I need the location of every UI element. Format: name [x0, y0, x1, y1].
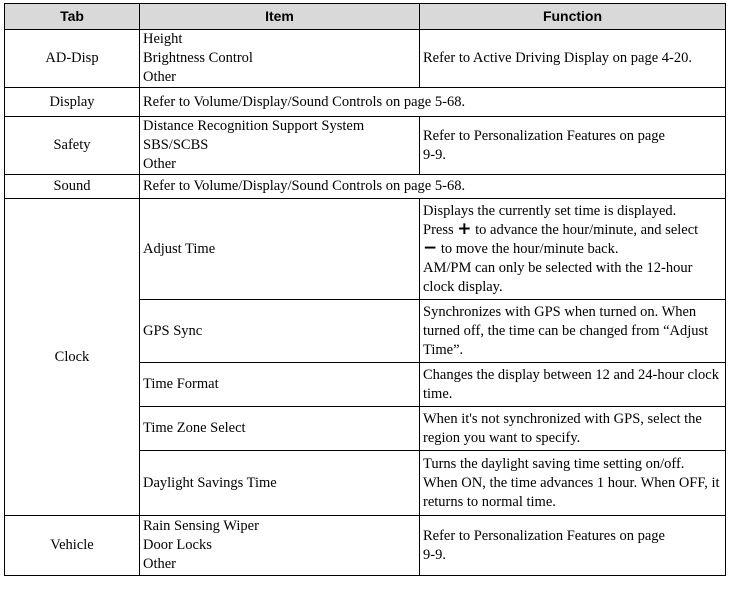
table-row: [5, 516, 726, 576]
item-line: Brightness Control: [143, 50, 253, 66]
function-line: [423, 218, 722, 240]
function-cell: [420, 516, 726, 576]
item-cell: Time Zone Select: [140, 407, 420, 451]
tab-cell-clock: Clock: [5, 199, 140, 516]
function-cell: Changes the display between 12 and 24-hour clock time.: [420, 363, 726, 407]
item-cell: Daylight Savings Time: [140, 451, 420, 516]
tab-cell-safety: Safety: [5, 117, 140, 175]
table-row: [5, 199, 726, 300]
table-row: [5, 88, 726, 117]
table-row: [5, 175, 726, 199]
item-cell: Adjust Time: [140, 199, 420, 300]
press-text: Press: [423, 221, 454, 238]
item-line: Other: [143, 556, 177, 572]
header-item: Item: [140, 4, 420, 30]
function-line: Refer to Personalization Features on page: [423, 527, 665, 544]
function-line: [423, 237, 722, 259]
tab-cell-ad-disp: AD-Disp: [5, 30, 140, 88]
function-line: 9-9.: [423, 546, 446, 563]
function-cell: Refer to Active Driving Display on page 4-20.: [420, 30, 726, 88]
item-line: Other: [143, 69, 177, 85]
table-row: [5, 30, 726, 88]
item-line: SBS/SCBS: [143, 137, 209, 153]
function-line: Refer to Personalization Features on page: [423, 127, 665, 144]
item-line: Distance Recognition Support System: [143, 118, 365, 134]
header-function: Function: [420, 4, 726, 30]
function-line: 9-9.: [423, 146, 446, 163]
minus-icon: −: [423, 237, 438, 258]
item-line: Other: [143, 156, 177, 172]
table-row: [5, 117, 726, 175]
item-line: Rain Sensing Wiper: [143, 518, 259, 534]
plus-icon: +: [457, 218, 472, 239]
merged-cell: Refer to Volume/Display/Sound Controls on page 5-68.: [140, 175, 726, 199]
item-cell: Time Format: [140, 363, 420, 407]
function-cell: Synchronizes with GPS when turned on. When turned off, the time can be changed from “Adjust Time”.: [420, 300, 726, 363]
function-line: Displays the currently set time is displayed.: [423, 202, 677, 219]
header-tab: Tab: [5, 4, 140, 30]
advance-text: to advance the hour/minute, and select: [475, 221, 699, 238]
tab-cell-sound: Sound: [5, 175, 140, 199]
merged-cell: Refer to Volume/Display/Sound Controls on page 5-68.: [140, 88, 726, 117]
function-line: AM/PM can only be selected with the 12-hour clock display.: [423, 259, 693, 295]
function-cell: [420, 117, 726, 175]
header-row: [5, 4, 726, 30]
item-cell: GPS Sync: [140, 300, 420, 363]
tab-cell-display: Display: [5, 88, 140, 117]
function-cell: [420, 199, 726, 300]
item-cell: [140, 516, 420, 576]
function-cell: Turns the daylight saving time setting on/off. When ON, the time advances 1 hour. When OFF, it returns to normal time.: [420, 451, 726, 516]
function-cell: When it's not synchronized with GPS, select the region you want to specify.: [420, 407, 726, 451]
item-line: Door Locks: [143, 537, 212, 553]
item-cell: [140, 117, 420, 175]
item-cell: [140, 30, 420, 88]
settings-table: [4, 3, 726, 576]
item-line: Height: [143, 31, 183, 47]
tab-cell-vehicle: Vehicle: [5, 516, 140, 576]
back-text: to move the hour/minute back.: [440, 240, 619, 257]
